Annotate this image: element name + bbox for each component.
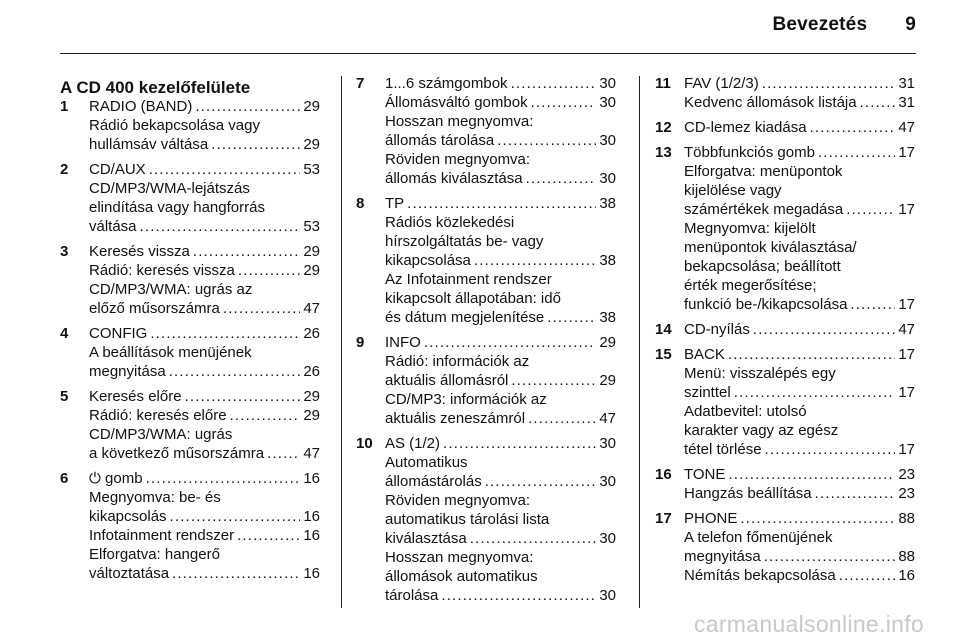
dot-leader	[765, 440, 896, 459]
entry-text: CD-lemez kiadása	[684, 119, 807, 136]
entry-number: 17	[655, 510, 672, 527]
entry-line	[385, 194, 616, 213]
index-entry	[655, 509, 915, 585]
entry-line	[684, 547, 915, 566]
entry-text: Keresés előre	[89, 388, 182, 405]
dot-leader	[238, 261, 300, 280]
entry-text: automatikus tárolási lista	[385, 511, 550, 528]
entry-line	[385, 270, 616, 289]
page-ref: 47	[303, 300, 320, 317]
entry-line	[684, 143, 915, 162]
entry-line	[385, 409, 616, 428]
index-entry	[60, 387, 320, 463]
page-ref: 17	[898, 144, 915, 161]
page-ref: 31	[898, 75, 915, 92]
entry-line	[684, 383, 915, 402]
entry-line	[385, 472, 616, 491]
entry-text: Hosszan megnyomva:	[385, 113, 534, 130]
entry-line	[89, 469, 320, 488]
entry-line	[89, 324, 320, 343]
entry-line	[684, 421, 915, 440]
entry-text: CD/MP3/WMA: ugrás az	[89, 281, 253, 298]
entry-line	[385, 586, 616, 605]
entry-text: karakter vagy az egész	[684, 422, 839, 439]
index-entry	[655, 143, 915, 314]
entry-text: ⏻ gomb	[89, 470, 143, 487]
dot-leader	[170, 507, 301, 526]
entry-line	[385, 289, 616, 308]
entry-text: megnyitása	[89, 363, 166, 380]
entry-line	[385, 371, 616, 390]
entry-text: PHONE	[684, 510, 738, 527]
page-ref: 38	[599, 195, 616, 212]
entry-text: hírszolgáltatás be- vagy	[385, 233, 544, 250]
entry-line	[89, 343, 320, 362]
page-ref: 38	[599, 309, 616, 326]
entry-text: A telefon főmenüjének	[684, 529, 833, 546]
entry-text: megnyitása	[684, 548, 761, 565]
entry-line	[385, 352, 616, 371]
page-ref: 16	[303, 508, 320, 525]
page-ref: 30	[599, 473, 616, 490]
dot-leader	[149, 160, 301, 179]
dot-leader	[753, 320, 895, 339]
dot-leader	[146, 469, 301, 488]
dot-leader	[511, 74, 597, 93]
entry-text: Rádió: információk az	[385, 353, 530, 370]
entry-text: és dátum megjelenítése	[385, 309, 545, 326]
entry-line	[385, 333, 616, 352]
entry-line	[89, 280, 320, 299]
dot-leader	[734, 383, 896, 402]
page-ref: 23	[898, 485, 915, 502]
page-ref: 30	[599, 170, 616, 187]
entry-number: 16	[655, 466, 672, 483]
entry-text: Röviden megnyomva:	[385, 151, 531, 168]
column-divider-2	[639, 76, 640, 608]
entry-line	[89, 564, 320, 583]
entry-line	[684, 181, 915, 200]
dot-leader	[443, 434, 596, 453]
dot-leader	[740, 509, 895, 528]
entry-line	[89, 488, 320, 507]
entry-number: 12	[655, 119, 672, 136]
page-ref: 29	[303, 407, 320, 424]
dot-leader	[511, 371, 596, 390]
entry-text: CD/MP3/WMA-lejátszás	[89, 180, 250, 197]
entry-line	[684, 200, 915, 219]
entry-line	[385, 213, 616, 232]
entry-line	[89, 387, 320, 406]
entry-line	[89, 217, 320, 236]
entry-number: 14	[655, 321, 672, 338]
entry-line	[89, 97, 320, 116]
entry-text: INFO	[385, 334, 421, 351]
entry-line	[684, 276, 915, 295]
entry-text: CONFIG	[89, 325, 148, 342]
entry-line	[684, 93, 915, 112]
entry-number: 4	[60, 325, 69, 342]
index-entry	[655, 345, 915, 459]
entry-line	[385, 150, 616, 169]
entry-text: A beállítások menüjének	[89, 344, 252, 361]
entry-text: Automatikus	[385, 454, 468, 471]
index-entry	[60, 160, 320, 236]
entry-text: Röviden megnyomva:	[385, 492, 531, 509]
dot-leader	[195, 97, 300, 116]
dot-leader	[424, 333, 596, 352]
entry-number: 10	[356, 435, 373, 452]
entry-text: Rádió bekapcsolása vagy	[89, 117, 260, 134]
entry-line	[684, 320, 915, 339]
entry-number: 9	[356, 334, 365, 351]
entry-line	[684, 465, 915, 484]
entry-text: bekapcsolása; beállított	[684, 258, 841, 275]
entry-text: Hosszan megnyomva:	[385, 549, 534, 566]
page-ref: 88	[898, 548, 915, 565]
page-ref: 31	[898, 94, 915, 111]
page-number: 9	[905, 14, 916, 35]
entry-text: Az Infotainment rendszer	[385, 271, 552, 288]
entry-line	[385, 434, 616, 453]
entry-number: 3	[60, 243, 69, 260]
entry-text: kiválasztása	[385, 530, 467, 547]
page-ref: 17	[898, 296, 915, 313]
page-ref: 17	[898, 346, 915, 363]
entry-text: Némítás bekapcsolása	[684, 567, 836, 584]
entry-line	[684, 440, 915, 459]
dot-leader	[150, 324, 300, 343]
index-entry	[60, 469, 320, 583]
entry-text: aktuális állomásról	[385, 372, 509, 389]
entry-number: 6	[60, 470, 69, 487]
entry-line	[385, 251, 616, 270]
entry-text: változtatása	[89, 565, 170, 582]
entry-line	[385, 131, 616, 150]
entry-line	[385, 567, 616, 586]
entry-text: AS (1/2)	[385, 435, 441, 452]
dot-leader	[474, 251, 596, 270]
entry-line	[684, 295, 915, 314]
entry-text: előző műsorszámra	[89, 300, 220, 317]
dot-leader	[169, 362, 301, 381]
page-ref: 29	[303, 262, 320, 279]
entry-text: funkció be-/kikapcsolása	[684, 296, 848, 313]
page-ref: 17	[898, 384, 915, 401]
index-entry	[60, 324, 320, 381]
dot-leader	[762, 74, 896, 93]
index-entry	[60, 242, 320, 318]
entry-line	[684, 528, 915, 547]
page-ref: 30	[599, 94, 616, 111]
dot-leader	[531, 93, 597, 112]
entry-text: CD-nyílás	[684, 321, 750, 338]
entry-number: 1	[60, 98, 69, 115]
page-ref: 26	[303, 363, 320, 380]
entry-text: Kedvenc állomások listája	[684, 94, 857, 111]
entry-line	[89, 507, 320, 526]
entry-line	[89, 425, 320, 444]
entry-line	[684, 238, 915, 257]
entry-line	[684, 118, 915, 137]
entry-text: Rádió: keresés vissza	[89, 262, 235, 279]
page-ref: 29	[303, 98, 320, 115]
dot-leader	[815, 484, 896, 503]
entry-line	[684, 402, 915, 421]
entry-text: RADIO (BAND)	[89, 98, 193, 115]
entry-text: Infotainment rendszer	[89, 527, 235, 544]
column-2	[356, 74, 616, 611]
dot-leader	[728, 465, 895, 484]
entry-text: Elforgatva: menüpontok	[684, 163, 843, 180]
entry-line	[684, 484, 915, 503]
dot-leader	[850, 295, 895, 314]
entry-text: váltása	[89, 218, 137, 235]
column-3	[655, 74, 915, 591]
entry-line	[89, 545, 320, 564]
entry-text: Elforgatva: hangerő	[89, 546, 220, 563]
dot-leader	[267, 444, 300, 463]
entry-line	[89, 160, 320, 179]
page-ref: 30	[599, 132, 616, 149]
entry-text: állomás kiválasztása	[385, 170, 523, 187]
entry-text: BACK	[684, 346, 725, 363]
page-ref: 29	[303, 136, 320, 153]
page-ref: 29	[303, 388, 320, 405]
entry-text: menüpontok kiválasztása/	[684, 239, 857, 256]
entry-line	[385, 308, 616, 327]
page-ref: 53	[303, 161, 320, 178]
entry-text: kikapcsolás	[89, 508, 167, 525]
index-entry	[655, 118, 915, 137]
page-ref: 16	[303, 470, 320, 487]
entry-number: 5	[60, 388, 69, 405]
page-ref: 30	[599, 530, 616, 547]
entry-line	[385, 232, 616, 251]
page-ref: 38	[599, 252, 616, 269]
page-ref: 29	[599, 372, 616, 389]
page-ref: 16	[303, 565, 320, 582]
entry-line	[684, 566, 915, 585]
entry-text: állomástárolás	[385, 473, 482, 490]
page-ref: 30	[599, 587, 616, 604]
entry-text: tétel törlése	[684, 441, 762, 458]
page-ref: 16	[303, 527, 320, 544]
entry-line	[684, 74, 915, 93]
entry-line	[385, 390, 616, 409]
entry-line	[684, 509, 915, 528]
entry-line	[89, 261, 320, 280]
entry-text: Többfunkciós gomb	[684, 144, 815, 161]
page-ref: 30	[599, 435, 616, 452]
dot-leader	[211, 135, 300, 154]
dot-leader	[818, 143, 895, 162]
dot-leader	[237, 526, 300, 545]
watermark: carmanualsonline.info	[693, 611, 924, 637]
dot-leader	[860, 93, 896, 112]
entry-text: TP	[385, 195, 405, 212]
page-ref: 29	[599, 334, 616, 351]
entry-line	[684, 219, 915, 238]
entry-line	[385, 529, 616, 548]
page-ref: 29	[303, 243, 320, 260]
dot-leader	[230, 406, 301, 425]
page-ref: 47	[898, 119, 915, 136]
entry-line	[385, 93, 616, 112]
entry-text: hullámsáv váltása	[89, 136, 209, 153]
entry-text: 1...6 számgombok	[385, 75, 508, 92]
entry-line	[385, 510, 616, 529]
dot-leader	[547, 308, 596, 327]
section-title: A CD 400 kezelőfelülete	[60, 78, 251, 97]
entry-text: tárolása	[385, 587, 439, 604]
dot-leader	[810, 118, 896, 137]
entry-line	[89, 299, 320, 318]
entry-line	[684, 345, 915, 364]
dot-leader	[497, 131, 596, 150]
dot-leader	[193, 242, 300, 261]
entry-line	[89, 406, 320, 425]
dot-leader	[764, 547, 896, 566]
index-entry	[655, 465, 915, 503]
entry-line	[684, 162, 915, 181]
entry-line	[89, 526, 320, 545]
entry-line	[89, 135, 320, 154]
page-ref: 23	[898, 466, 915, 483]
entry-line	[89, 198, 320, 217]
header-rule	[60, 53, 916, 54]
page-ref: 17	[898, 441, 915, 458]
dot-leader	[526, 169, 597, 188]
entry-text: Rádió: keresés előre	[89, 407, 227, 424]
entry-text: szinttel	[684, 384, 731, 401]
header-title: Bevezetés	[772, 14, 868, 35]
entry-text: Állomásváltó gombok	[385, 94, 528, 111]
entry-line	[684, 257, 915, 276]
entry-text: Keresés vissza	[89, 243, 190, 260]
page-ref: 53	[303, 218, 320, 235]
dot-leader	[441, 586, 596, 605]
entry-line	[89, 116, 320, 135]
page-ref: 26	[303, 325, 320, 342]
entry-text: TONE	[684, 466, 726, 483]
index-entry	[356, 434, 616, 605]
index-entry	[356, 74, 616, 188]
page-header	[772, 14, 916, 36]
entry-line	[385, 74, 616, 93]
entry-text: érték megerősítése;	[684, 277, 817, 294]
entry-text: kijelölése vagy	[684, 182, 782, 199]
entry-line	[385, 169, 616, 188]
entry-number: 7	[356, 75, 365, 92]
page-ref: 47	[599, 410, 616, 427]
entry-text: Hangzás beállítása	[684, 485, 812, 502]
entry-text: kikapcsolása	[385, 252, 471, 269]
dot-leader	[839, 566, 896, 585]
entry-line	[89, 242, 320, 261]
dot-leader	[185, 387, 301, 406]
dot-leader	[528, 409, 596, 428]
index-entry	[655, 74, 915, 112]
entry-line	[385, 453, 616, 472]
page-ref: 30	[599, 75, 616, 92]
column-1	[60, 79, 320, 589]
dot-leader	[223, 299, 300, 318]
entry-text: FAV (1/2/3)	[684, 75, 759, 92]
dot-leader	[140, 217, 301, 236]
entry-line	[89, 362, 320, 381]
entry-text: a következő műsorszámra	[89, 445, 265, 462]
entry-number: 11	[655, 75, 671, 92]
index-entry	[655, 320, 915, 339]
page-ref: 17	[898, 201, 915, 218]
entry-number: 2	[60, 161, 69, 178]
entry-text: elindítása vagy hangforrás	[89, 199, 265, 216]
entry-text: számértékek megadása	[684, 201, 844, 218]
index-entry	[356, 333, 616, 428]
entry-text: Rádiós közlekedési	[385, 214, 515, 231]
page-ref: 16	[898, 567, 915, 584]
dot-leader	[407, 194, 596, 213]
index-entry	[356, 194, 616, 327]
entry-text: Adatbevitel: utolsó	[684, 403, 807, 420]
entry-line	[89, 179, 320, 198]
column-divider-1	[341, 76, 342, 608]
entry-text: Megnyomva: be- és	[89, 489, 221, 506]
entry-line	[89, 444, 320, 463]
entry-number: 8	[356, 195, 365, 212]
dot-leader	[485, 472, 597, 491]
entry-text: Megnyomva: kijelölt	[684, 220, 816, 237]
dot-leader	[172, 564, 300, 583]
entry-text: Menü: visszalépés egy	[684, 365, 836, 382]
entry-text: CD/MP3/WMA: ugrás	[89, 426, 233, 443]
entry-text: CD/MP3: információk az	[385, 391, 547, 408]
entry-line	[385, 112, 616, 131]
dot-leader	[846, 200, 895, 219]
entry-text: állomás tárolása	[385, 132, 495, 149]
page-ref: 47	[898, 321, 915, 338]
entry-line	[385, 548, 616, 567]
entry-number: 15	[655, 346, 672, 363]
entry-number: 13	[655, 144, 672, 161]
index-entry	[60, 97, 320, 154]
entry-text: aktuális zeneszámról	[385, 410, 526, 427]
entry-text: állomások automatikus	[385, 568, 538, 585]
page-ref: 88	[898, 510, 915, 527]
dot-leader	[470, 529, 597, 548]
entry-text: kikapcsolt állapotában: idő	[385, 290, 561, 307]
entry-line	[385, 491, 616, 510]
entry-text: CD/AUX	[89, 161, 146, 178]
page-ref: 47	[303, 445, 320, 462]
dot-leader	[728, 345, 895, 364]
entry-line	[684, 364, 915, 383]
